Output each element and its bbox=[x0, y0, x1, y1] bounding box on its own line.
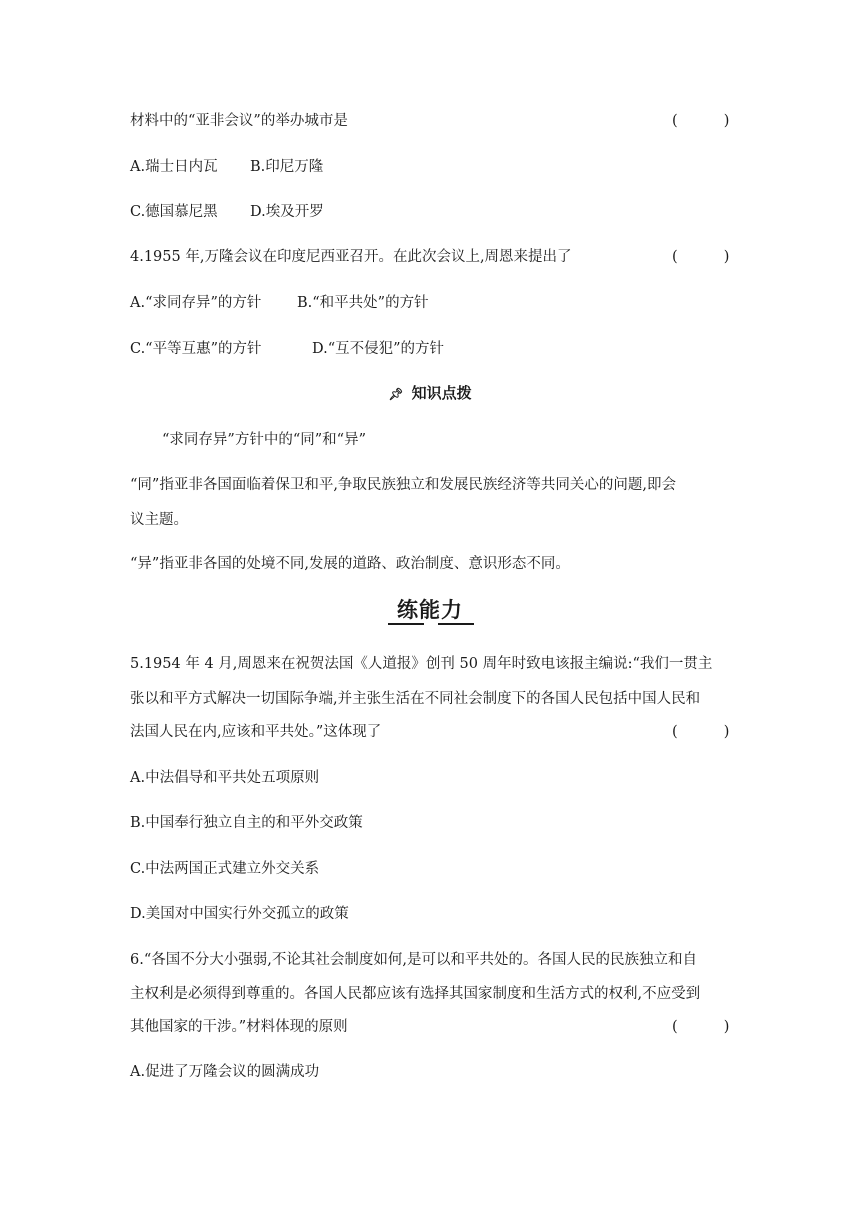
q3-option-b: B.印尼万隆 bbox=[250, 159, 324, 175]
q4-option-a: A.“求同存异”的方针 bbox=[130, 295, 262, 311]
q4-option-c: C.“平等互惠”的方针 bbox=[130, 341, 262, 357]
q6-answer-bracket: ( ) bbox=[672, 1019, 730, 1035]
q3-option-c: C.德国慕尼黑 bbox=[130, 204, 218, 220]
q4-answer-bracket: ( ) bbox=[672, 249, 730, 265]
knowledge-tip-tong-line1: “同”指亚非各国面临着保卫和平,争取民族独立和发展民族经济等共同关心的问题,即会 bbox=[130, 477, 677, 493]
knowledge-tip-yi-line: “异”指亚非各国的处境不同,发展的道路、政治制度、意识形态不同。 bbox=[130, 556, 570, 572]
q6-stem-line2: 主权利是必须得到尊重的。各国人民都应该有选择其国家制度和生活方式的权利,不应受到 bbox=[130, 986, 701, 1002]
pushpin-icon: 📌︎ bbox=[388, 387, 404, 401]
q5-option-d: D.美国对中国实行外交孤立的政策 bbox=[130, 906, 349, 922]
q4-option-b: B.“和平共处”的方针 bbox=[297, 295, 429, 311]
q5-stem-line3: 法国人民在内,应该和平共处。”这体现了 bbox=[130, 724, 382, 740]
q5-option-c: C.中法两国正式建立外交关系 bbox=[130, 861, 320, 877]
q5-stem-line2: 张以和平方式解决一切国际争端,并主张生活在不同社会制度下的各国人民包括中国人民和 bbox=[130, 691, 701, 707]
knowledge-tip-subtitle: “求同存异”方针中的“同”和“异” bbox=[162, 432, 366, 448]
q6-option-a: A.促进了万隆会议的圆满成功 bbox=[130, 1064, 320, 1080]
q5-option-b: B.中国奉行独立自主的和平外交政策 bbox=[130, 815, 363, 831]
q3-option-d: D.埃及开罗 bbox=[250, 204, 324, 220]
knowledge-tip-tong-line2: 议主题。 bbox=[130, 512, 188, 528]
q6-stem-line3: 其他国家的干涉。”材料体现的原则 bbox=[130, 1019, 348, 1035]
q5-stem-line1: 5.1954 年 4 月,周恩来在祝贺法国《人道报》创刊 50 周年时致电该报主编说:“我们一贯主 bbox=[130, 656, 713, 672]
section-title: 练能力 bbox=[397, 598, 463, 622]
q3-option-a: A.瑞士日内瓦 bbox=[130, 159, 218, 175]
section-title-underline bbox=[374, 623, 486, 629]
q4-option-d: D.“互不侵犯”的方针 bbox=[312, 341, 445, 357]
knowledge-tip-title: 知识点拨 bbox=[411, 384, 472, 402]
q5-answer-bracket: ( ) bbox=[672, 724, 730, 740]
q3-answer-bracket: ( ) bbox=[672, 113, 730, 129]
q3-stem: 材料中的“亚非会议”的举办城市是 bbox=[130, 113, 348, 129]
q4-stem: 4.1955 年,万隆会议在印度尼西亚召开。在此次会议上,周恩来提出了 bbox=[130, 249, 572, 265]
knowledge-tip-heading bbox=[0, 382, 860, 403]
q6-stem-line1: 6.“各国不分大小强弱,不论其社会制度如何,是可以和平共处的。各国人民的民族独立和自 bbox=[130, 952, 697, 968]
q5-option-a: A.中法倡导和平共处五项原则 bbox=[130, 770, 320, 786]
